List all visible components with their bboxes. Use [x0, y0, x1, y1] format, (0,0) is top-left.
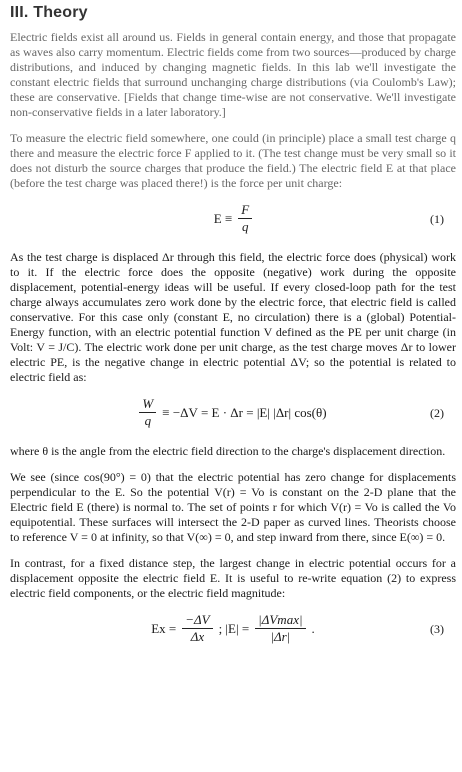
eq1-lhs: E ≡: [213, 210, 233, 226]
eq3-component-lhs: Ex =: [151, 620, 177, 636]
paragraph-intro: Electric fields exist all around us. Fields in general contain energy, and those that propagate as waves also carry momentum. Electric fields come from two sources—produced by charge distributions, and induced by changing magnetic fields. In this lab we'll investigate the constant electric fields that surround unchanging charge distributions (via Coulomb's Law); these are conservative. [Fields that change time-wise are not conservative. We'll investigate non-conservative fields in a later laboratory.]: [10, 30, 456, 119]
eq3-component-fraction: [182, 612, 212, 645]
document-page: [10, 0, 456, 660]
eq3-tail: .: [311, 620, 315, 636]
eq3-component-numerator: −ΔV: [182, 612, 212, 629]
eq1-numerator: F: [238, 202, 252, 219]
paragraph-largest-change: In contrast, for a fixed distance step, the largest change in electric potential occurs for a displacement opposite the electric field E. It is useful to re-write equation (2) to express electric field components, or the electric field magnitude:: [10, 556, 456, 600]
eq1-denominator: q: [242, 219, 249, 234]
eq1-label: (1): [430, 212, 444, 226]
section-title: III. Theory: [10, 4, 88, 21]
paragraph-theta: where θ is the angle from the electric field direction to the charge's displacement direction.: [10, 444, 446, 458]
eq2-rhs: ≡ −ΔV = E · Δr = |E| |Δr| cos(θ): [162, 404, 327, 420]
eq2-numerator: W: [139, 396, 156, 413]
eq3-label: (3): [430, 622, 444, 636]
eq3-magnitude-denominator: |Δr|: [270, 629, 291, 644]
paragraph-work-potential: As the test charge is displaced Δr through this field, the electric force does (physical) work to it. If the electric force does the opposite (negative) work during the opposite displacement, potential-energy ideas will be useful. If every closed-loop path for the test charge always accumulates zero work done by the electric force, that electric field is called conservative. For this case only (constant E, no circulation) there is a (global) Potential-Energy function, with an electric potential function V defined as the PE per unit charge (in Volt: V = J/C). The electric work done per unit charge, as the test charge moves Δr to lower electric PE, is the negative change in electric potential ΔV; so the potential is related to electric field as:: [10, 250, 456, 384]
paragraph-equipotential: We see (since cos(90°) = 0) that the electric potential has zero change for displacements perpendicular to the E. So the potential V(r) = Vo is constant on the 2-D plane that the Electric field E (there) is normal to. The set of points r for which V(r) = Vo is called the Vo equipotential. These surfaces will intersect the 2-D paper as curved lines. Theorists choose to reference V = 0 at infinity, so that V(∞) = 0, and step inward from there, since E(∞) = 0.: [10, 470, 456, 544]
paragraph-test-charge: To measure the electric field somewhere, one could (in principle) place a small test charge q there and measure the electric force F applied to it. (The test change must be very small so it does not disturb the source charges that produce the field.) The electric field E at that place (before the test charge was placed there!) is the force per unit charge:: [10, 131, 456, 190]
eq1-fraction: [238, 202, 252, 235]
equation-1: [10, 202, 456, 240]
eq3-component-denominator: Δx: [190, 629, 205, 644]
eq3-magnitude-lhs: ; |E| =: [218, 620, 250, 636]
eq2-label: (2): [430, 406, 444, 420]
eq3-magnitude-fraction: [255, 612, 305, 645]
equation-2: [10, 396, 456, 434]
eq2-denominator: q: [144, 413, 152, 428]
eq3-magnitude-numerator: |ΔVmax|: [255, 612, 305, 629]
equation-3: [10, 612, 456, 650]
eq2-fraction: [139, 396, 156, 429]
